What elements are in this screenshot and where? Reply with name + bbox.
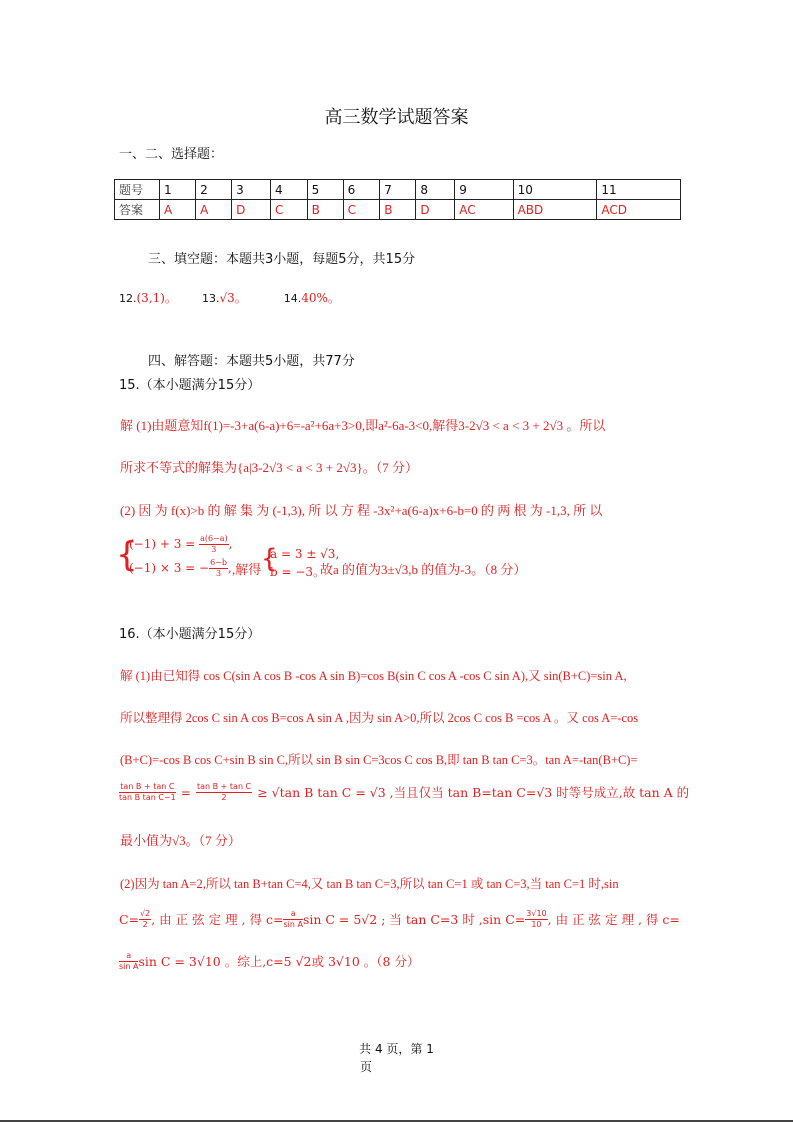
solve-word: ,解得: [232, 562, 262, 577]
eq2-num: 6−b: [210, 558, 228, 567]
table-cell: 10: [513, 180, 597, 200]
line7-f1-num: √2: [140, 909, 151, 918]
table-row-answers: [115, 200, 681, 220]
q16-line1: 解 (1)由已知得 cos C(sin A cos B -cos A sin B)=cos B(sin C cos A -cos C sin A),又 sin(B+C)=sin A,: [120, 669, 627, 683]
q15-part1-line2: 所求不等式的解集为{a|3-2√3 < a < 3 + 2√3}。（7 分）: [120, 460, 418, 475]
q13-number: 13.: [201, 292, 220, 305]
frac1-den: tan B tan C−1: [119, 793, 176, 802]
page-footer-line1: 共 4 页，第 1: [359, 1042, 434, 1056]
q13-answer: √3。: [219, 291, 247, 305]
q16-line6: (2)因为 tan A=2,所以 tan B+tan C=4,又 tan B tan C=3,所以 tan C=1 或 tan C=3,当 tan C=1 时,sin: [120, 877, 619, 891]
table-row-numbers: [115, 180, 681, 200]
line7-f1-den: 2: [142, 920, 148, 929]
answer-cell: B: [380, 200, 416, 220]
answer-table: [114, 179, 681, 220]
line7-f2-den: sin A: [283, 920, 303, 929]
eq2-den: 3: [216, 569, 222, 578]
frac2-den: 2: [221, 793, 227, 802]
answer-cell: A: [196, 200, 232, 220]
answer-cell: ACD: [597, 200, 681, 220]
line7-c: sin C = 5√2 ; 当 tan C=3 时 ,sin C=: [302, 912, 526, 927]
q16-line2: 所以整理得 2cos C sin A cos B=cos A sin A ,因为 sin A>0,所以 2cos C cos B =cos A 。又 cos A=-cos: [120, 711, 639, 725]
section1-heading: 一、二、选择题：: [119, 147, 224, 162]
line7-f3-num: 3√10: [526, 909, 547, 918]
table-cell: 5: [307, 180, 343, 200]
system-eq2: (−1) × 3 = − $\frac{6-b}{3}$ ,: [129, 558, 232, 578]
line8-f-num: a: [119, 951, 138, 962]
answer-cell: C: [343, 200, 380, 220]
table-cell: 8: [416, 180, 455, 200]
eq1-den: 3: [211, 545, 217, 554]
line8-f-den: sin A: [119, 962, 139, 971]
frac1-num: tan B + tan C: [120, 782, 175, 791]
line7-f3-den: 10: [531, 920, 542, 929]
fill-answers: [119, 289, 340, 306]
answer-cell: ABD: [513, 200, 597, 220]
table-cell: 9: [455, 180, 513, 200]
table-cell: 6: [343, 180, 380, 200]
answer-cell: D: [232, 200, 271, 220]
page-footer-line2: 页: [360, 1060, 373, 1074]
q15-part1-line1: 解 (1)由题意知f(1)=-3+a(6-a)+6=-a²+6a+3>0,即a²-6a-3<0,解得3-2√3 < a < 3 + 2√3 。所以: [120, 418, 606, 433]
section4-heading: 四、解答题：本题共5小题，共77分: [148, 354, 355, 369]
page-title: 高三数学试题答案: [324, 107, 469, 128]
answer-cell: D: [416, 200, 455, 220]
solution-a: a = 3 ± √3,: [270, 547, 340, 561]
table-cell: 11: [597, 180, 681, 200]
header-label: 题号: [115, 180, 160, 200]
line7-d: , 由 正 弦 定 理 , 得 c=: [547, 912, 680, 927]
q15-heading: 15.（本小题满分15分）: [119, 378, 261, 393]
eq1-left: (−1) + 3 =: [129, 537, 200, 551]
system-eq1: (−1) + 3 = $\frac{a(6-a)}{3}$ ,: [129, 534, 233, 554]
answer-cell: C: [271, 200, 308, 220]
line7-b: , 由 正 弦 定 理 , 得 c=: [151, 912, 284, 927]
q15-part2-line1: (2) 因 为 f(x)>b 的 解 集 为 (-1,3), 所 以 方 程 -3x²+a(6-a)x+6-b=0 的 两 根 为 -1,3, 所 以: [120, 503, 603, 518]
line7-f2-num: a: [283, 909, 302, 920]
line8-rest: sin C = 3√10 。综上,c=5 √2或 3√10 。（8 分）: [138, 954, 420, 969]
eq2-left: (−1) × 3 = −: [129, 561, 210, 575]
q16-line7: [119, 909, 680, 930]
q15-conclusion: 故a 的值为3±√3,b 的值为-3。（8 分）: [320, 562, 527, 577]
answer-cell: AC: [455, 200, 513, 220]
q16-line5: 最小值为√3。（7 分）: [120, 833, 241, 848]
line7-a: C=: [119, 912, 140, 927]
table-cell: 2: [196, 180, 232, 200]
table-cell: 4: [271, 180, 308, 200]
q12-number: 12.: [119, 292, 137, 305]
q16-line3: (B+C)=-cos B cos C+sin B sin C,所以 sin B sin C=3cos C cos B,即 tan B tan C=3。tan A=-tan(B+C)=: [120, 753, 638, 767]
eq1-num: a(6−a): [200, 534, 228, 543]
q16-heading: 16.（本小题满分15分）: [119, 627, 261, 642]
frac2-num: tan B + tan C: [196, 782, 252, 791]
q14-answer: 40%。: [301, 291, 340, 305]
answer-label: 答案: [115, 200, 160, 220]
q16-line4: $\frac{\text{tan B + tan C}}{\text{tan B tan C−1}}$ = $\frac{\text{tan B + tan C}}{2}$ ≥ √tan B tan C = √3 ,当且仅当 tan B=tan C=√3 时等号成立,故 tan A 的: [119, 782, 690, 802]
solution-b: b = −3。: [270, 565, 326, 579]
answer-cell: A: [160, 200, 196, 220]
brace-icon: {: [116, 535, 138, 575]
section3-heading: 三、填空题：本题共3小题，每题5分，共15分: [148, 252, 416, 267]
q14-number: 14.: [283, 292, 302, 305]
line4-rest: ≥ √tan B tan C = √3 ,当且仅当 tan B=tan C=√3 时等号成立,故 tan A 的: [257, 785, 690, 800]
q12-answer: (3,1)。: [136, 291, 177, 305]
brace-icon: {: [261, 544, 278, 574]
table-cell: 3: [232, 180, 271, 200]
answer-cell: B: [307, 200, 343, 220]
q16-line8: [119, 951, 419, 972]
table-cell: 7: [380, 180, 416, 200]
table-cell: 1: [160, 180, 196, 200]
